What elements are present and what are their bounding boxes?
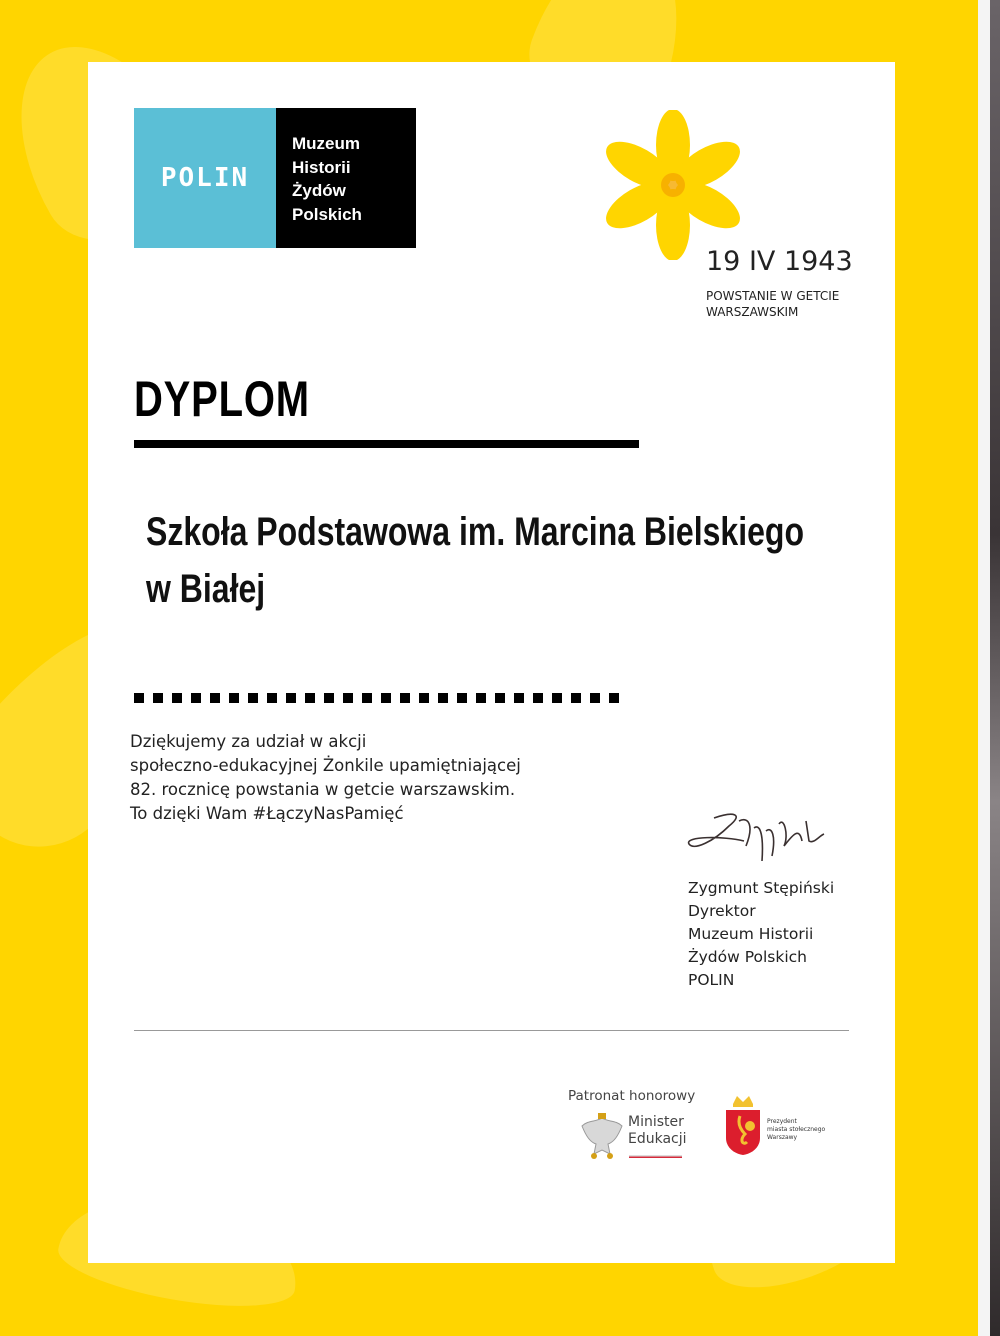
signer-block bbox=[688, 877, 834, 992]
separator-dot bbox=[172, 693, 182, 703]
separator-dot bbox=[267, 693, 277, 703]
separator-dot bbox=[514, 693, 524, 703]
separator-dot bbox=[134, 693, 144, 703]
president-label bbox=[767, 1118, 825, 1142]
logo-brand: POLIN bbox=[160, 163, 250, 193]
diploma-title: DYPLOM bbox=[134, 371, 310, 427]
diploma-card bbox=[88, 62, 895, 1263]
minister-label bbox=[628, 1114, 687, 1148]
footer-divider bbox=[134, 1030, 849, 1031]
separator-dot bbox=[305, 693, 315, 703]
event-subtitle bbox=[706, 288, 839, 320]
separator-dot bbox=[191, 693, 201, 703]
logo-line: Historii bbox=[292, 157, 351, 177]
separator-dot bbox=[229, 693, 239, 703]
separator-dot bbox=[590, 693, 600, 703]
separator-dot bbox=[533, 693, 543, 703]
signer-name: Zygmunt Stępiński bbox=[688, 879, 835, 897]
recipient-line: w Białej bbox=[146, 567, 266, 611]
thank-you-message bbox=[130, 730, 521, 826]
page-edge bbox=[978, 0, 990, 1336]
separator-dot bbox=[457, 693, 467, 703]
separator-dot bbox=[609, 693, 619, 703]
logo-line: Muzeum bbox=[292, 134, 360, 153]
polin-logo bbox=[134, 108, 276, 248]
museum-logo-text bbox=[276, 108, 416, 248]
separator-dot bbox=[552, 693, 562, 703]
title-underline bbox=[134, 440, 639, 448]
separator-dot bbox=[438, 693, 448, 703]
warsaw-coat-of-arms bbox=[725, 1094, 761, 1156]
message-line: społeczno-edukacyjnej Żonkile upamiętniającej bbox=[130, 756, 521, 775]
separator-dot bbox=[400, 693, 410, 703]
subtitle-line: WARSZAWSKIM bbox=[706, 305, 799, 319]
logo-line: Żydów bbox=[292, 181, 346, 200]
separator-dot bbox=[248, 693, 258, 703]
signer-line: Dyrektor bbox=[688, 902, 756, 920]
separator-dot bbox=[362, 693, 372, 703]
flag-line bbox=[629, 1155, 682, 1158]
president-line: Warszawy bbox=[767, 1134, 798, 1141]
logo-line: Polskich bbox=[292, 204, 362, 224]
separator-dot bbox=[571, 693, 581, 703]
signature bbox=[684, 806, 829, 866]
recipient-line: Szkoła Podstawowa im. Marcina Bielskiego bbox=[146, 510, 804, 554]
president-line: miasta stołecznego bbox=[767, 1126, 826, 1133]
signer-line: POLIN bbox=[688, 971, 735, 989]
separator-dot bbox=[210, 693, 220, 703]
signer-line: Muzeum Historii bbox=[688, 925, 814, 943]
daffodil-icon bbox=[606, 110, 740, 260]
recipient-name bbox=[146, 504, 804, 618]
separator-dot bbox=[381, 693, 391, 703]
separator-dot bbox=[343, 693, 353, 703]
subtitle-line: POWSTANIE W GETCIE bbox=[706, 289, 840, 303]
message-line: 82. rocznicę powstania w getcie warszawskim. bbox=[130, 780, 516, 799]
separator-dot bbox=[495, 693, 505, 703]
background-photo-edge bbox=[990, 0, 1000, 1336]
patronage-label: Patronat honorowy bbox=[568, 1088, 696, 1104]
message-line: To dzięki Wam #ŁączyNasPamięć bbox=[130, 804, 404, 823]
minister-line: Minister bbox=[628, 1114, 684, 1130]
president-line: Prezydent bbox=[767, 1118, 797, 1125]
separator-dot bbox=[153, 693, 163, 703]
message-line: Dziękujemy za udział w akcji bbox=[130, 732, 367, 751]
signer-line: Żydów Polskich bbox=[688, 948, 808, 966]
event-date: 19 IV 1943 bbox=[706, 246, 853, 277]
minister-line: Edukacji bbox=[628, 1131, 687, 1147]
separator-dot bbox=[419, 693, 429, 703]
separator-dot bbox=[324, 693, 334, 703]
separator-dot bbox=[286, 693, 296, 703]
polish-eagle-emblem bbox=[580, 1112, 624, 1160]
dotted-separator bbox=[134, 693, 619, 703]
separator-dot bbox=[476, 693, 486, 703]
